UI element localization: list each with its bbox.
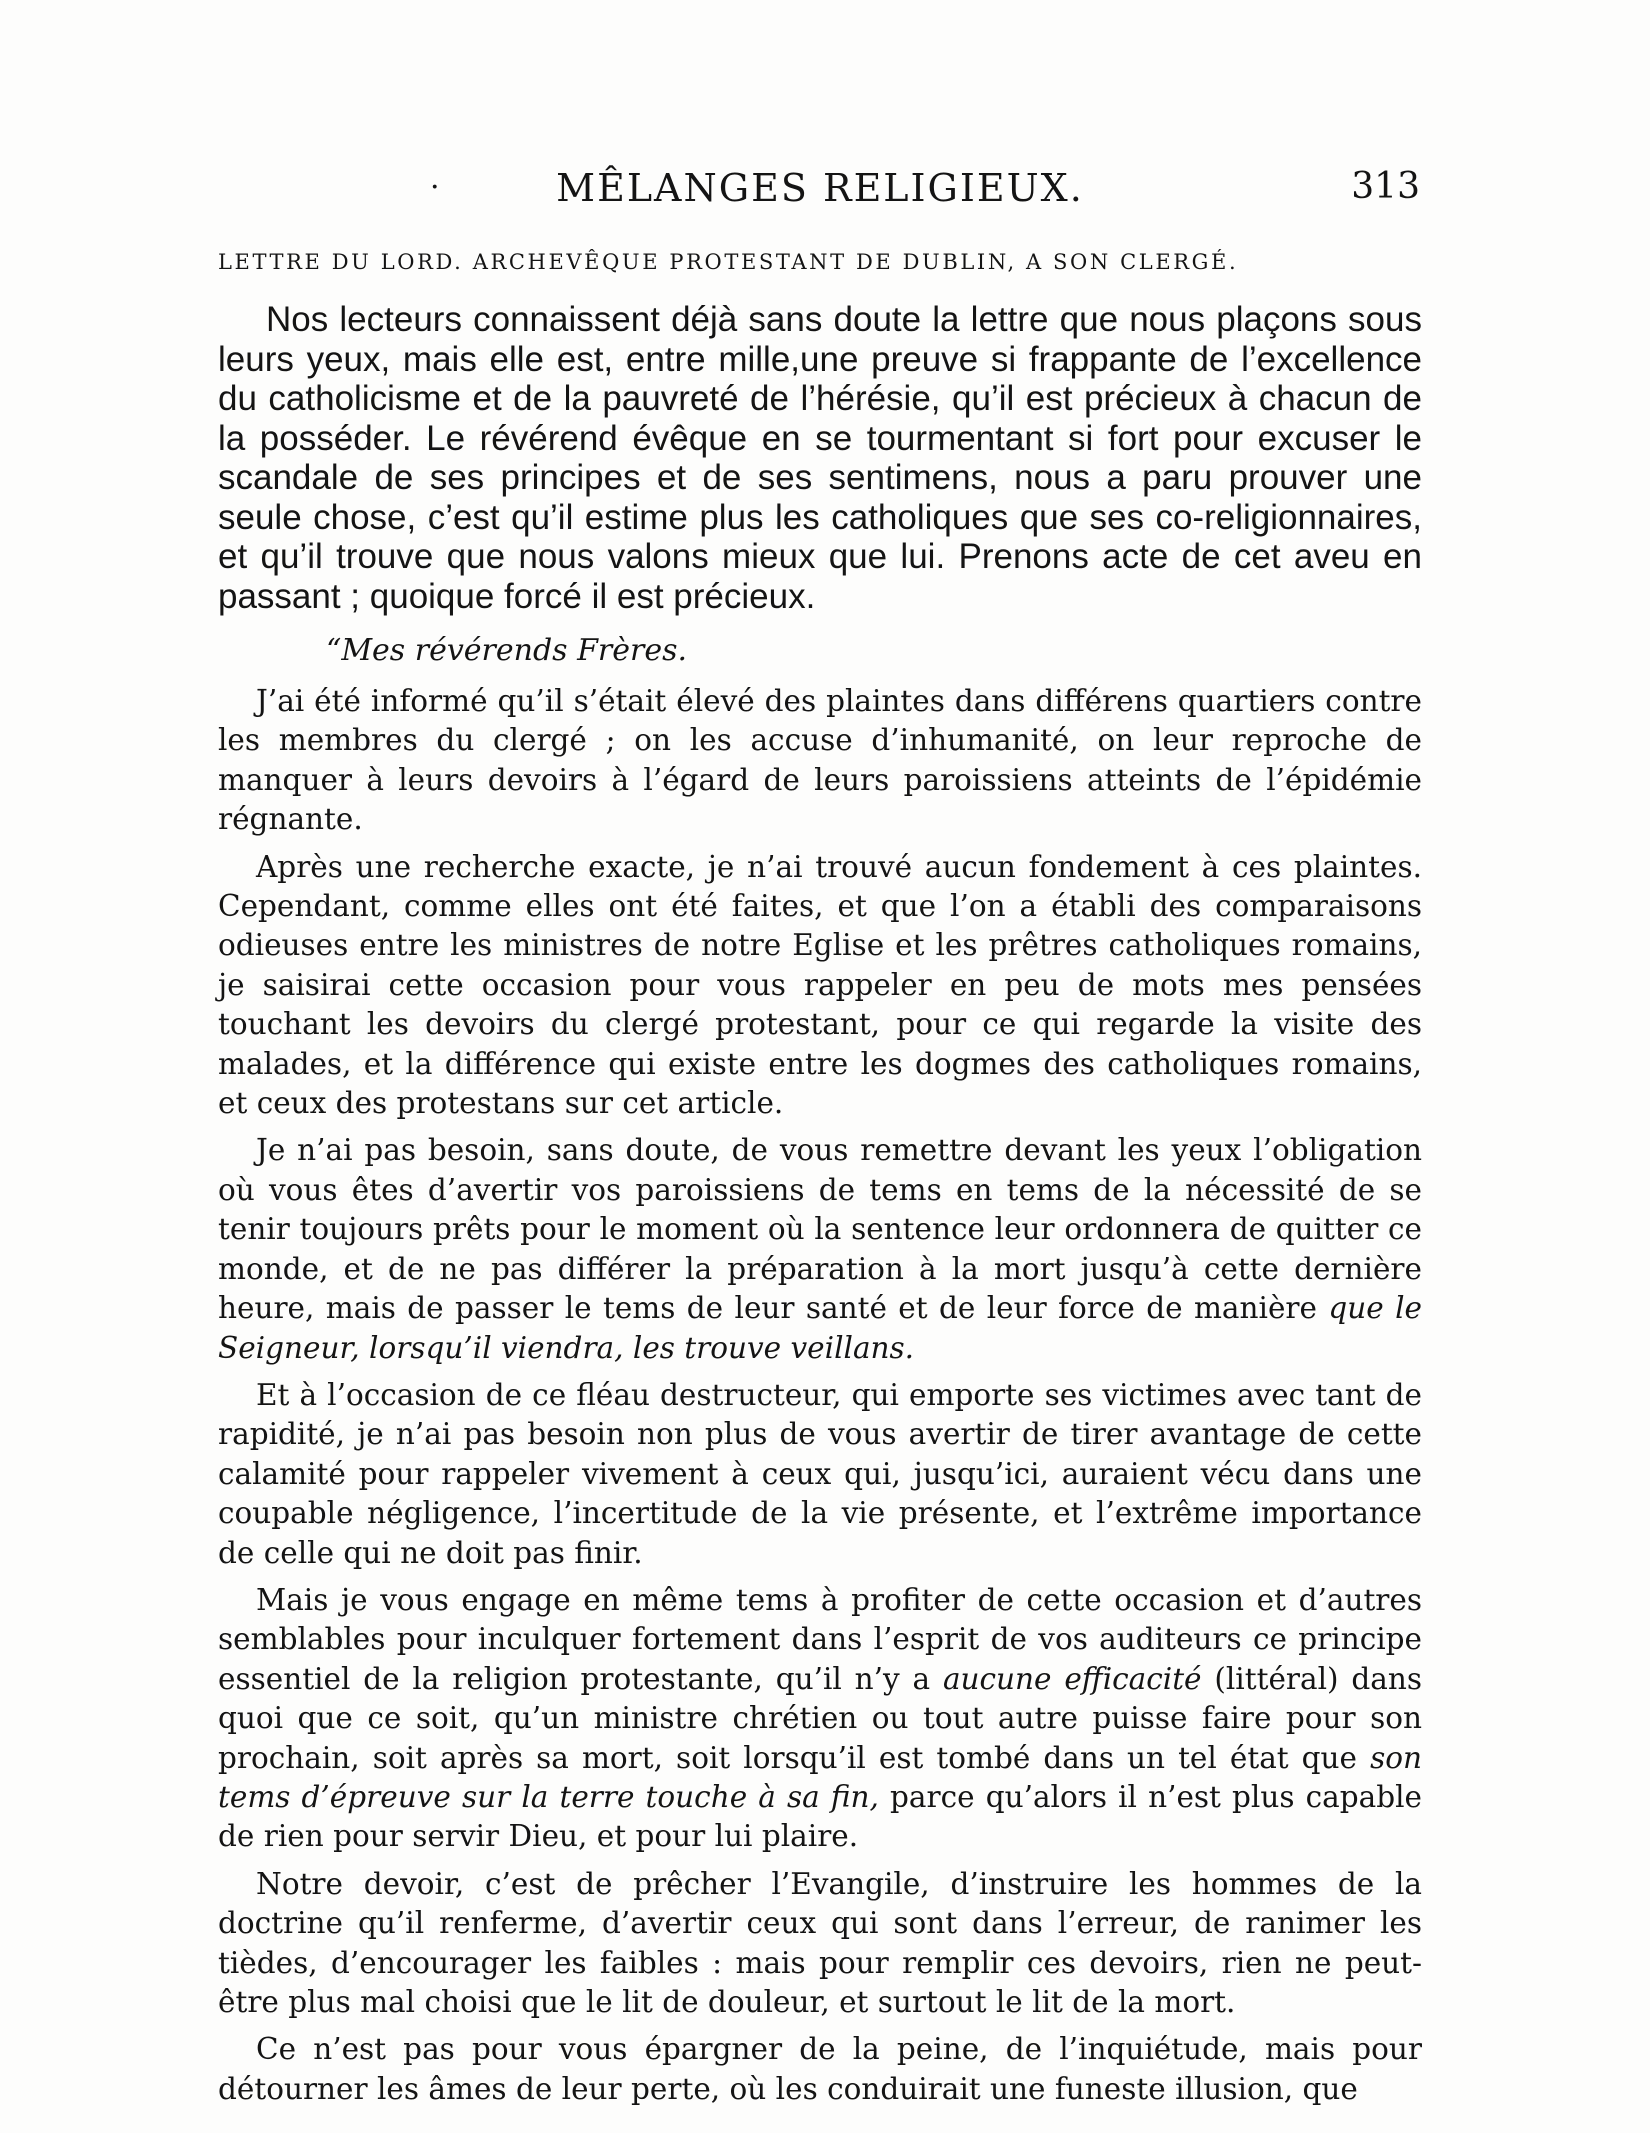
paragraph-5-quote: son tems d’épreuve sur la terre touche à sa fin, xyxy=(218,1740,1422,1814)
paragraph-3-text: Je n’ai pas besoin, sans doute, de vous remettre devant les yeux l’obligation où vous êtes d’avertir vos paroissiens de tems en tems de la nécessité de se tenir toujours prêts pour le moment où la sentence leur ordonnera de quitter ce monde, et de ne pas différer la préparation à la mort jusqu’à cette dernière heure, mais de passer le tems de leur santé et de leur force de manière xyxy=(218,1133,1422,1326)
paragraph-3 xyxy=(218,1131,1422,1367)
page-number: 313 xyxy=(1351,166,1420,207)
running-head xyxy=(220,160,1420,220)
paragraph-5-text-b: (littéral) dans quoi que ce soit, qu’un ministre chrétien ou tout autre puisse faire pour son prochain, soit après sa mort, soit lorsqu’il est tombé dans un tel état que xyxy=(218,1661,1422,1775)
running-title: MÊLANGES RELIGIEUX. xyxy=(556,166,1084,210)
paragraph-1: J’ai été informé qu’il s’était élevé des plaintes dans différens quartiers contre les membres du clergé ; on les accuse d’inhumanité, on leur reproche de manquer à leurs devoirs à l’égard de leurs paroissiens atteints de l’épidémie régnante. xyxy=(218,684,1422,837)
paragraph-5 xyxy=(218,1581,1422,1857)
article-heading: LETTRE DU LORD. ARCHEVÊQUE PROTESTANT DE DUBLIN, A SON CLERGÉ. xyxy=(218,250,1239,274)
paragraph-5-emphasis: aucune efficacité xyxy=(942,1661,1202,1696)
paragraph-6: Notre devoir, c’est de prêcher l’Evangile, d’instruire les hommes de la doctrine qu’il renferme, d’avertir ceux qui sont dans l’erreur, de ranimer les tièdes, d’encourager les faibles : mais pour remplir ces devoirs, rien ne peut-être plus mal choisi que le lit de douleur, et surtout le lit de la mort. xyxy=(218,1866,1422,2019)
paragraph-5-text-c: parce qu’alors il n’est plus capable de rien pour servir Dieu, et pour lui plaire. xyxy=(218,1779,1422,1854)
editorial-intro: Nos lecteurs connaissent déjà sans doute la lettre que nous plaçons sous leurs yeux, mais elle est, entre mille,une preuve si frappante de l’excellence du catholicisme et de la pauvreté de l’hérésie, qu’il est précieux à chacun de la posséder. Le révérend évêque en se tourmentant si fort pour excuser le scandale de ses principes et de ses sentimens, nous a paru prouver une seule chose, c’est qu’il estime plus les catholiques que ses co-religionnaires, et qu’il trouve que nous valons mieux que lui. Prenons acte de cet aveu en passant ; quoique forcé il est précieux. xyxy=(218,300,1422,616)
paragraph-3-quote: que le Seigneur, lorsqu’il viendra, les trouve veillans. xyxy=(218,1291,1422,1365)
paragraph-2: Après une recherche exacte, je n’ai trouvé aucun fondement à ces plaintes. Cependant, comme elles ont été faites, et que l’on a établi des comparaisons odieuses entre les ministres de notre Eglise et les prêtres catholiques romains, je saisirai cette occasion pour vous rappeler en peu de mots mes pensées touchant les devoirs du clergé protestant, pour ce qui regarde la visite des malades, et la différence qui existe entre les dogmes des catholiques romains, et ceux des protestans sur cet article. xyxy=(218,849,1422,1121)
paragraph-5-text-a: Mais je vous engage en même tems à profiter de cette occasion et d’autres semblables pour inculquer fortement dans l’esprit de vos auditeurs ce principe essentiel de la religion protestante, qu’il n’y a xyxy=(218,1582,1422,1696)
paragraph-7: Ce n’est pas pour vous épargner de la peine, de l’inquiétude, mais pour détourner les âmes de leur perte, où les conduirait une funeste illusion, que xyxy=(218,2032,1422,2106)
article-body xyxy=(218,300,1422,2117)
paragraph-4: Et à l’occasion de ce fléau destructeur, qui emporte ses victimes avec tant de rapidité, je n’ai pas besoin non plus de vous avertir de tirer avantage de cette calamité pour rappeler vivement à ceux qui, jusqu’ici, auraient vécu dans une coupable négligence, l’incertitude de la vie présente, et l’extrême importance de celle qui ne doit pas finir. xyxy=(218,1377,1422,1570)
salutation: “Mes révérends Frères. xyxy=(326,633,688,668)
header-mark: · xyxy=(430,170,440,205)
